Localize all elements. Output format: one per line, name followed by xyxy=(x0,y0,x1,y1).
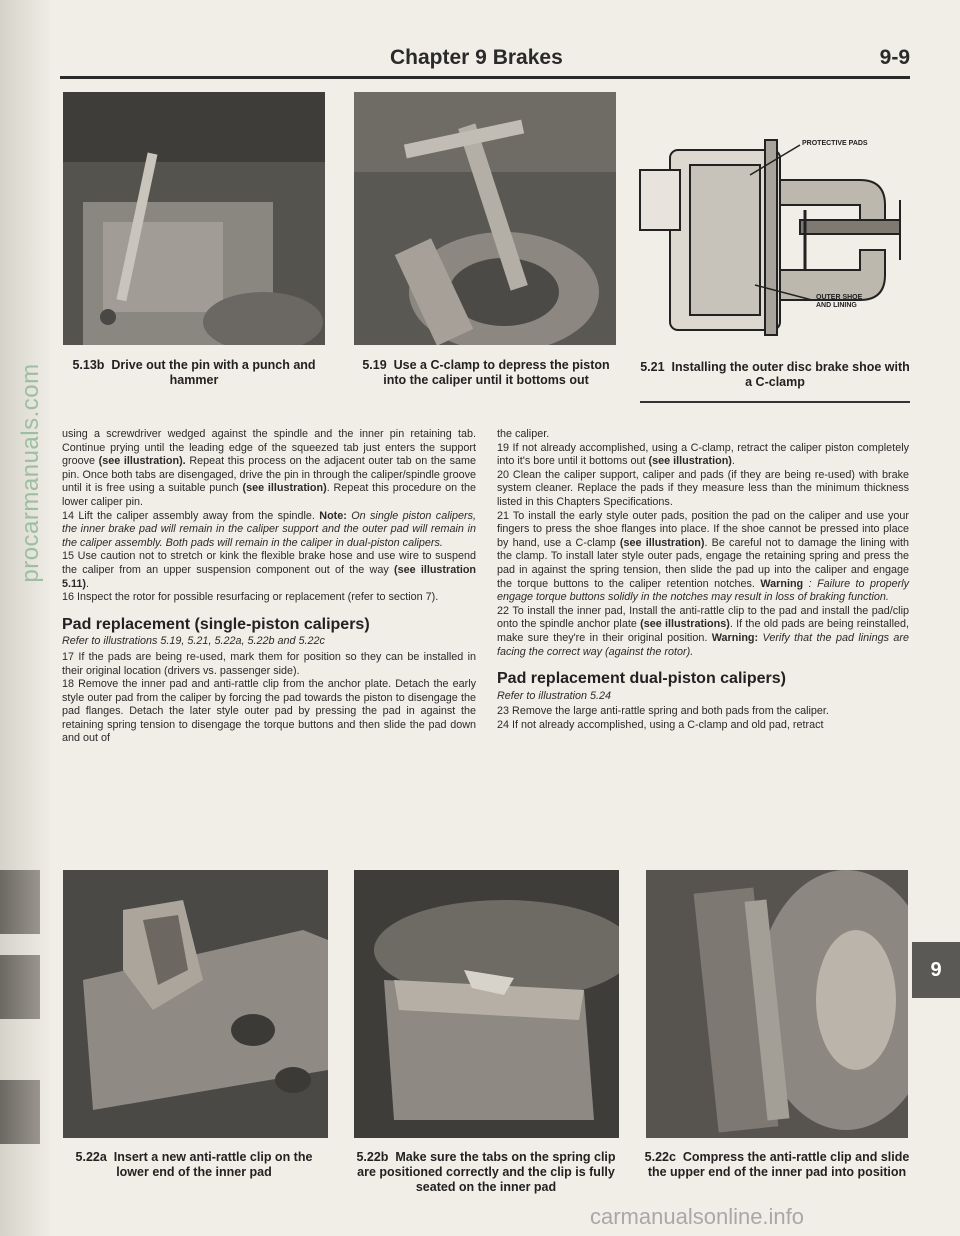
paragraph-15 xyxy=(62,550,476,591)
photo-5-13b xyxy=(63,92,325,345)
paragraph-18 xyxy=(62,678,476,746)
photo-5-22b xyxy=(354,870,619,1138)
diagram-label-protective-pads: PROTECTIVE PADS xyxy=(802,140,868,147)
illustration-ref: (see illustration). xyxy=(98,455,186,468)
paragraph-13-cont xyxy=(62,428,476,510)
text: . Be careful not to damage the lining with the clamp. To install later style outer pads, engage the retaining spring and press the pad in against the spring tension, then slide the pad up into the caliper and engage the torque buttons to the caliper retention notches. xyxy=(497,536,909,590)
side-watermark: procarmanuals.com xyxy=(17,363,44,583)
warning-label: Warning xyxy=(760,577,804,590)
text: . xyxy=(86,577,90,590)
caption-5-22c xyxy=(642,1150,912,1180)
paragraph-24 xyxy=(497,719,909,733)
section-ref-single: Refer to illustrations 5.19, 5.21, 5.22a, 5.22b and 5.22c xyxy=(62,635,325,648)
illustration-ref: (see illustration 5.11) xyxy=(62,563,477,590)
left-column xyxy=(62,428,476,746)
illustration-ref: (see illustration) xyxy=(242,482,327,495)
step-number: 14 xyxy=(62,509,75,522)
caption-text: Make sure the tabs on the spring clip are positioned correctly and the clip is fully seated on the inner pad xyxy=(357,1150,616,1194)
text: Remove the large anti-rattle spring and both pads from the caliper. xyxy=(509,705,829,718)
binding-tab xyxy=(0,955,40,1019)
caption-5-22a xyxy=(63,1150,325,1180)
text: If the pads are being re-used, mark them for position so they can be installed in their original location (drivers vs. passenger side). xyxy=(62,650,476,677)
step-number: 15 xyxy=(62,550,75,563)
caption-text: Use a C-clamp to depress the piston into the caliper until it bottoms out xyxy=(383,358,610,387)
caption-text: Insert a new anti-rattle clip on the lower end of the inner pad xyxy=(113,1150,313,1179)
warning-text: : Failure to properly engage torque buttons solidly in the notches may result in loss of braking function. xyxy=(497,577,909,604)
caption-text: Drive out the pin with a punch and hammer xyxy=(111,358,316,387)
text: . Repeat this procedure on the lower caliper pin. xyxy=(62,482,476,508)
step-number: 17 xyxy=(62,650,75,663)
step-number: 24 xyxy=(497,718,510,731)
paragraph-23 xyxy=(497,705,909,719)
diagram-label-outer-shoe: OUTER SHOE xyxy=(816,294,863,301)
warning-label: Warning: xyxy=(711,631,759,644)
text: . If the old pads are being reinstalled, make sure they're in their original position. xyxy=(497,618,909,644)
page-number: 9-9 xyxy=(879,46,910,69)
footer-watermark: carmanualsonline.info xyxy=(590,1204,805,1229)
chapter-title: Chapter 9 Brakes xyxy=(390,46,563,69)
step-number: 18 xyxy=(62,678,75,691)
step-number: 20 xyxy=(497,468,510,481)
right-column xyxy=(497,428,909,732)
caption-number: 5.21 xyxy=(640,360,665,374)
illustration-ref: (see illustration) xyxy=(648,455,732,468)
photo-5-22b-image xyxy=(354,870,619,1138)
text: Inspect the rotor for possible resurfacing or replacement (refer to section 7). xyxy=(74,591,439,604)
caption-text: Installing the outer disc brake shoe with a C-clamp xyxy=(671,360,910,389)
caption-number: 5.13b xyxy=(72,358,105,372)
text: Repeat this process on the adjacent outer tab on the same pin. Once both tabs are disengaged, drive the pin in through the caliper/spindle groove until it is free using a suitable punch xyxy=(62,455,476,495)
text: To install the early style outer pads, position the pad on the caliper and use your fingers to press the shoe flanges into place. If the shoe cannot be pressed into place by hand, use a C-clamp xyxy=(497,509,909,549)
diagram-5-21 xyxy=(630,120,910,350)
paragraph-17 xyxy=(62,651,476,678)
diagram-label-and-lining: AND LINING xyxy=(816,302,857,309)
section-heading-dual-piston: Pad replacement dual-piston calipers) xyxy=(497,670,786,688)
binding-tab xyxy=(0,870,40,934)
step-number: 23 xyxy=(497,705,510,718)
caption-number: 5.22a xyxy=(75,1150,107,1164)
text: Lift the caliper assembly away from the spindle. xyxy=(74,509,320,522)
photo-5-22a-image xyxy=(63,870,328,1138)
binding-tab xyxy=(0,1080,40,1144)
photo-5-22c-image xyxy=(646,870,908,1138)
step-number: 19 xyxy=(497,441,510,454)
note-label: Note: xyxy=(319,509,347,522)
text: If not already accomplished, using a C-clamp, retract the caliper piston completely into it's bore until it bottoms out xyxy=(497,441,909,468)
paragraph-16 xyxy=(62,591,476,605)
caption-5-22b xyxy=(350,1150,622,1195)
step-number: 22 xyxy=(497,604,510,617)
paragraph-21 xyxy=(497,510,909,605)
caption-number: 5.22c xyxy=(644,1150,676,1164)
photo-5-22a xyxy=(63,870,328,1138)
chapter-tab: 9 xyxy=(912,942,960,998)
paragraph-22 xyxy=(497,605,909,659)
warning-text: Verify that the pad linings are facing the correct way (against the rotor). xyxy=(497,631,909,658)
paragraph-18-end: the caliper. xyxy=(497,428,550,440)
caption-5-21 xyxy=(640,360,910,390)
paragraph-20 xyxy=(497,469,909,510)
caption-5-19 xyxy=(350,358,622,388)
page-header xyxy=(60,44,910,79)
caption-rule xyxy=(640,401,910,403)
paragraph-19 xyxy=(497,442,909,469)
caption-number: 5.19 xyxy=(362,358,387,372)
text: Remove the inner pad and anti-rattle clip from the anchor plate. Detach the early style outer pad from the caliper by forcing the pad towards the piston to disengage the pad flanges. Detach the later style outer pad by pressing the pad in against the retaining spring tension to disengage the torque buttons and then slide the pad down and out of xyxy=(62,678,476,745)
illustration-ref: (see illustration) xyxy=(619,536,705,549)
caption-5-13b xyxy=(63,358,325,388)
text: Use caution not to stretch or kink the flexible brake hose and use wire to suspend the caliper from an upper suspension component out of the way xyxy=(62,550,476,576)
text: . xyxy=(731,455,735,468)
section-heading-single-piston: Pad replacement (single-piston calipers) xyxy=(62,615,370,633)
diagram-5-21-drawing xyxy=(630,120,910,350)
photo-5-19-image xyxy=(354,92,616,345)
step-number: 16 xyxy=(62,591,75,604)
photo-5-19 xyxy=(354,92,616,345)
text: using a screwdriver wedged against the spindle and the inner pin retaining tab. Continue prying until the leading edge of the squeezed tab just enters the support groove xyxy=(62,428,476,468)
illustration-ref: (see illustrations) xyxy=(640,618,730,631)
caption-number: 5.22b xyxy=(356,1150,389,1164)
section-ref-dual: Refer to illustration 5.24 xyxy=(497,689,612,702)
step-number: 21 xyxy=(497,509,510,522)
photo-5-13b-image xyxy=(63,92,325,345)
caption-text: Compress the anti-rattle clip and slide the upper end of the inner pad into position xyxy=(647,1150,910,1179)
text: If not already accomplished, using a C-clamp and old pad, retract xyxy=(509,718,824,731)
photo-5-22c xyxy=(646,870,908,1138)
text: Clean the caliper support, caliper and pads (if they are being re-used) with brake system cleaner. Replace the pads if they measure less than the minimum thickness listed in this Chapters Specifications. xyxy=(497,468,909,508)
note-text: On single piston calipers, the inner brake pad will remain in the caliper support and the outer pad will remain in the caliper assembly. Both pads will remain in the caliper in dual-piston calipers. xyxy=(62,509,476,549)
paragraph-14 xyxy=(62,510,476,551)
text: To install the inner pad, Install the anti-rattle clip to the pad and install the pad/clip onto the spindle anchor plate xyxy=(497,604,909,631)
